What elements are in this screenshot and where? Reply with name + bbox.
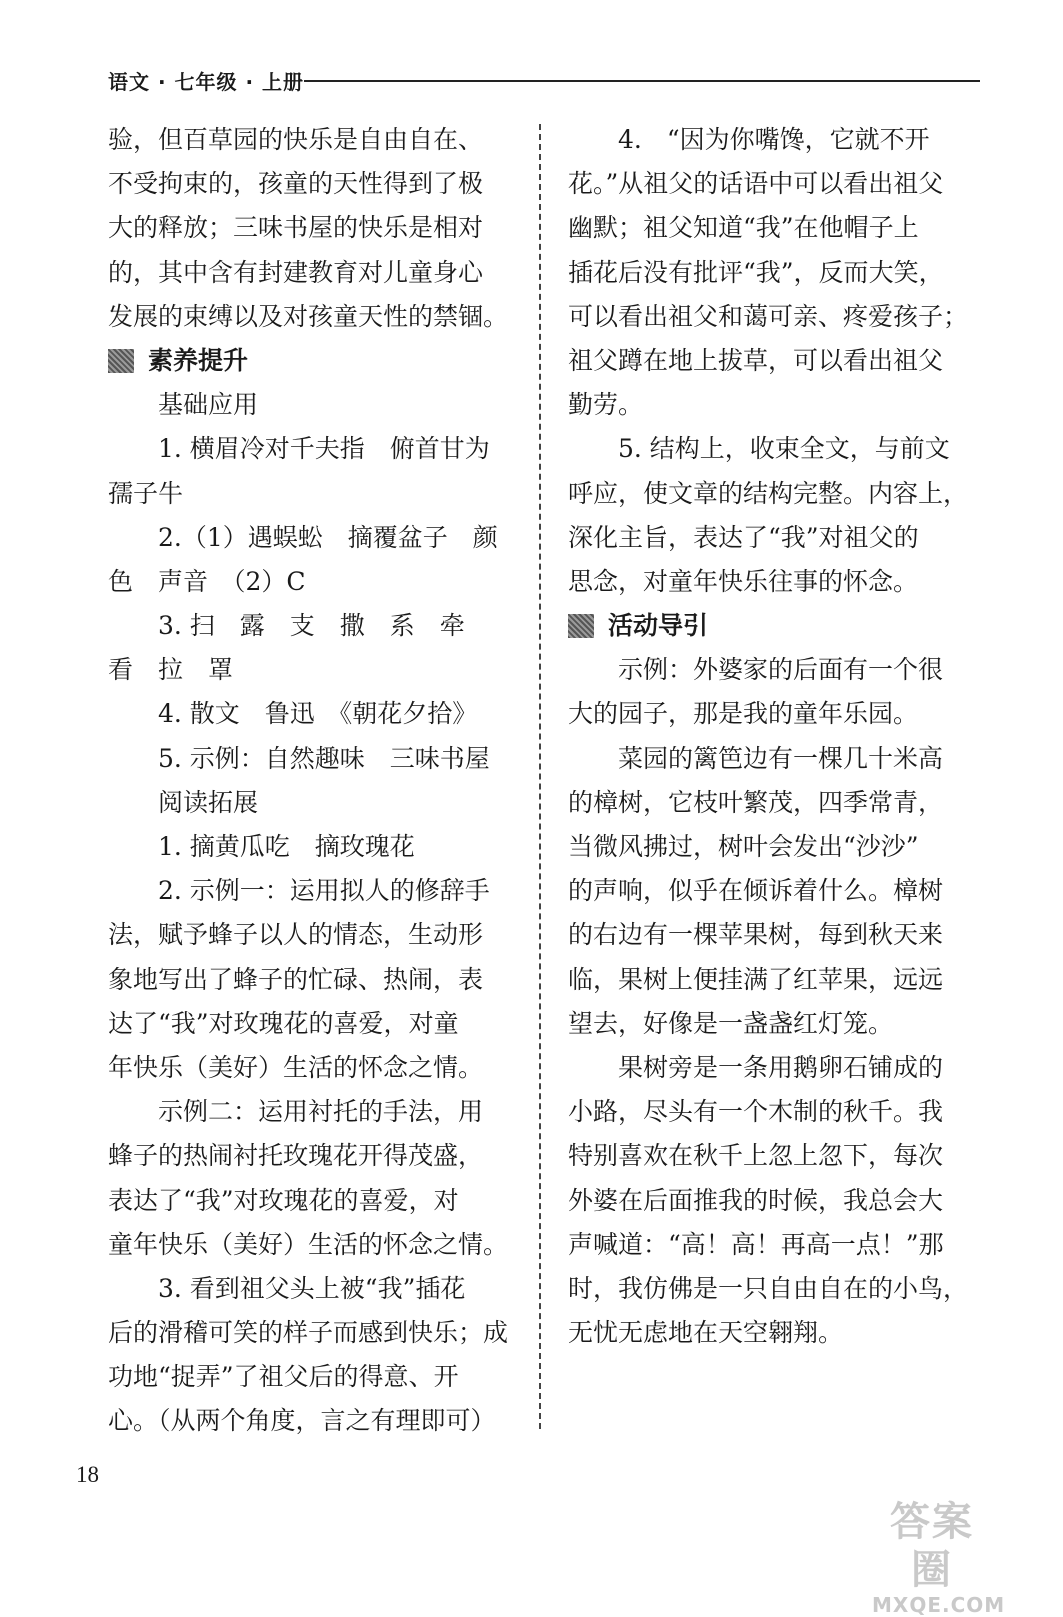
text-line: 大的园子，那是我的童年乐园。 <box>568 699 919 729</box>
section-marker-icon <box>108 349 134 373</box>
header-title: 语文 · 七年级 · 上册 <box>108 70 305 94</box>
watermark-logo-text: 答案圈 <box>890 1499 974 1593</box>
section-heading-label: 活动导引 <box>608 611 709 641</box>
text-line: 5. 结构上，收束全文，与前文 <box>618 434 950 464</box>
section-marker-icon <box>568 614 594 638</box>
text-line: 菜园的篱笆边有一棵几十米高 <box>618 743 944 773</box>
text-line: 果树旁是一条用鹅卵石铺成的 <box>618 1052 944 1082</box>
text-line: 望去，好像是一盏盏红灯笼。 <box>568 1008 894 1038</box>
text-line: 深化主旨，表达了“我”对祖父的 <box>568 522 919 552</box>
text-line: 表达了“我”对玫瑰花的喜爱，对 <box>108 1185 459 1215</box>
text-line: 1. 横眉冷对千夫指 俯首甘为 <box>158 434 490 464</box>
text-line: 童年快乐（美好）生活的怀念之情。 <box>108 1229 509 1259</box>
text-line: 法，赋予蜂子以人的情态，生动形 <box>108 920 484 950</box>
text-line: 象地写出了蜂子的忙碌、热闹，表 <box>108 964 484 994</box>
text-line: 验，但百草园的快乐是自由自在、 <box>108 125 484 154</box>
text-line: 孺子牛 <box>108 478 184 508</box>
right-column <box>568 118 980 1355</box>
text-line: 的右边有一棵苹果树，每到秋天来 <box>568 920 944 950</box>
section-heading <box>568 604 980 648</box>
text-line: 2.（1）遇蜈蚣 摘覆盆子 颜 <box>158 522 498 552</box>
text-line: 5. 示例：自然趣味 三味书屋 <box>158 743 490 773</box>
text-line: 看 拉 罩 <box>108 655 234 685</box>
text-line: 时，我仿佛是一只自由自在的小鸟， <box>568 1273 969 1303</box>
text-line: 无忧无虑地在天空翱翔。 <box>568 1318 844 1348</box>
text-line: 发展的束缚以及对孩童天性的禁锢。 <box>108 301 509 331</box>
text-line: 插花后没有批评“我”，反而大笑， <box>568 257 944 287</box>
left-column <box>108 118 518 1444</box>
text-line: 花。”从祖父的话语中可以看出祖父 <box>568 169 944 199</box>
watermark-url: MXQE.COM <box>872 1593 1006 1617</box>
text-line: 勤劳。 <box>568 390 644 420</box>
text-line: 3. 扫 露 支 撒 系 牵 <box>158 611 465 641</box>
text-line: 的樟树，它枝叶繁茂，四季常青， <box>568 787 944 817</box>
text-line: 1. 摘黄瓜吃 摘玫瑰花 <box>158 832 415 861</box>
text-line: 阅读拓展 <box>158 787 259 817</box>
text-line: 可以看出祖父和蔼可亲、疼爱孩子； <box>568 301 969 331</box>
text-line: 色 声音 （2）C <box>108 566 306 596</box>
text-line: 临，果树上便挂满了红苹果，远远 <box>568 964 944 994</box>
text-line: 示例二：运用衬托的手法，用 <box>158 1097 484 1127</box>
text-line: 小路，尽头有一个木制的秋千。我 <box>568 1097 944 1127</box>
section-heading-label: 素养提升 <box>148 345 249 375</box>
text-line: 不受拘束的，孩童的天性得到了极 <box>108 169 484 199</box>
text-line: 年快乐（美好）生活的怀念之情。 <box>108 1052 484 1082</box>
text-line: 大的释放；三味书屋的快乐是相对 <box>108 213 484 243</box>
page-header <box>108 64 980 98</box>
text-line: 蜂子的热闹衬托玫瑰花开得茂盛， <box>108 1141 484 1171</box>
header-rule <box>304 80 980 82</box>
text-line: 思念，对童年快乐往事的怀念。 <box>568 566 919 596</box>
text-line: 外婆在后面推我的时候，我总会大 <box>568 1185 944 1215</box>
text-line: 当微风拂过，树叶会发出“沙沙” <box>568 832 919 861</box>
text-line: 的声响，似乎在倾诉着什么。樟树 <box>568 876 944 906</box>
watermark <box>872 1498 1006 1617</box>
section-heading <box>108 339 518 383</box>
text-line: 的，其中含有封建教育对儿童身心 <box>108 257 484 287</box>
text-line: 达了“我”对玫瑰花的喜爱，对童 <box>108 1008 459 1038</box>
text-line: 心。（从两个角度，言之有理即可） <box>108 1406 496 1436</box>
text-line: 特别喜欢在秋千上忽上忽下，每次 <box>568 1141 944 1171</box>
text-line: 4. “因为你嘴馋，它就不开 <box>618 125 930 154</box>
text-line: 后的滑稽可笑的样子而感到快乐；成 <box>108 1318 509 1348</box>
text-line: 示例：外婆家的后面有一个很 <box>618 655 944 685</box>
page-number: 18 <box>76 1462 99 1487</box>
text-line: 幽默；祖父知道“我”在他帽子上 <box>568 213 919 243</box>
text-line: 基础应用 <box>158 390 259 420</box>
text-line: 4. 散文 鲁迅 《朝花夕拾》 <box>158 699 478 729</box>
text-line: 3. 看到祖父头上被“我”插花 <box>158 1273 466 1303</box>
column-divider <box>539 124 541 1429</box>
text-line: 呼应，使文章的结构完整。内容上， <box>568 478 969 508</box>
text-line: 声喊道：“高！高！再高一点！”那 <box>568 1229 944 1259</box>
text-line: 祖父蹲在地上拔草，可以看出祖父 <box>568 345 944 375</box>
text-line: 2. 示例一：运用拟人的修辞手 <box>158 876 490 906</box>
text-line: 功地“捉弄”了祖父后的得意、开 <box>108 1362 459 1392</box>
